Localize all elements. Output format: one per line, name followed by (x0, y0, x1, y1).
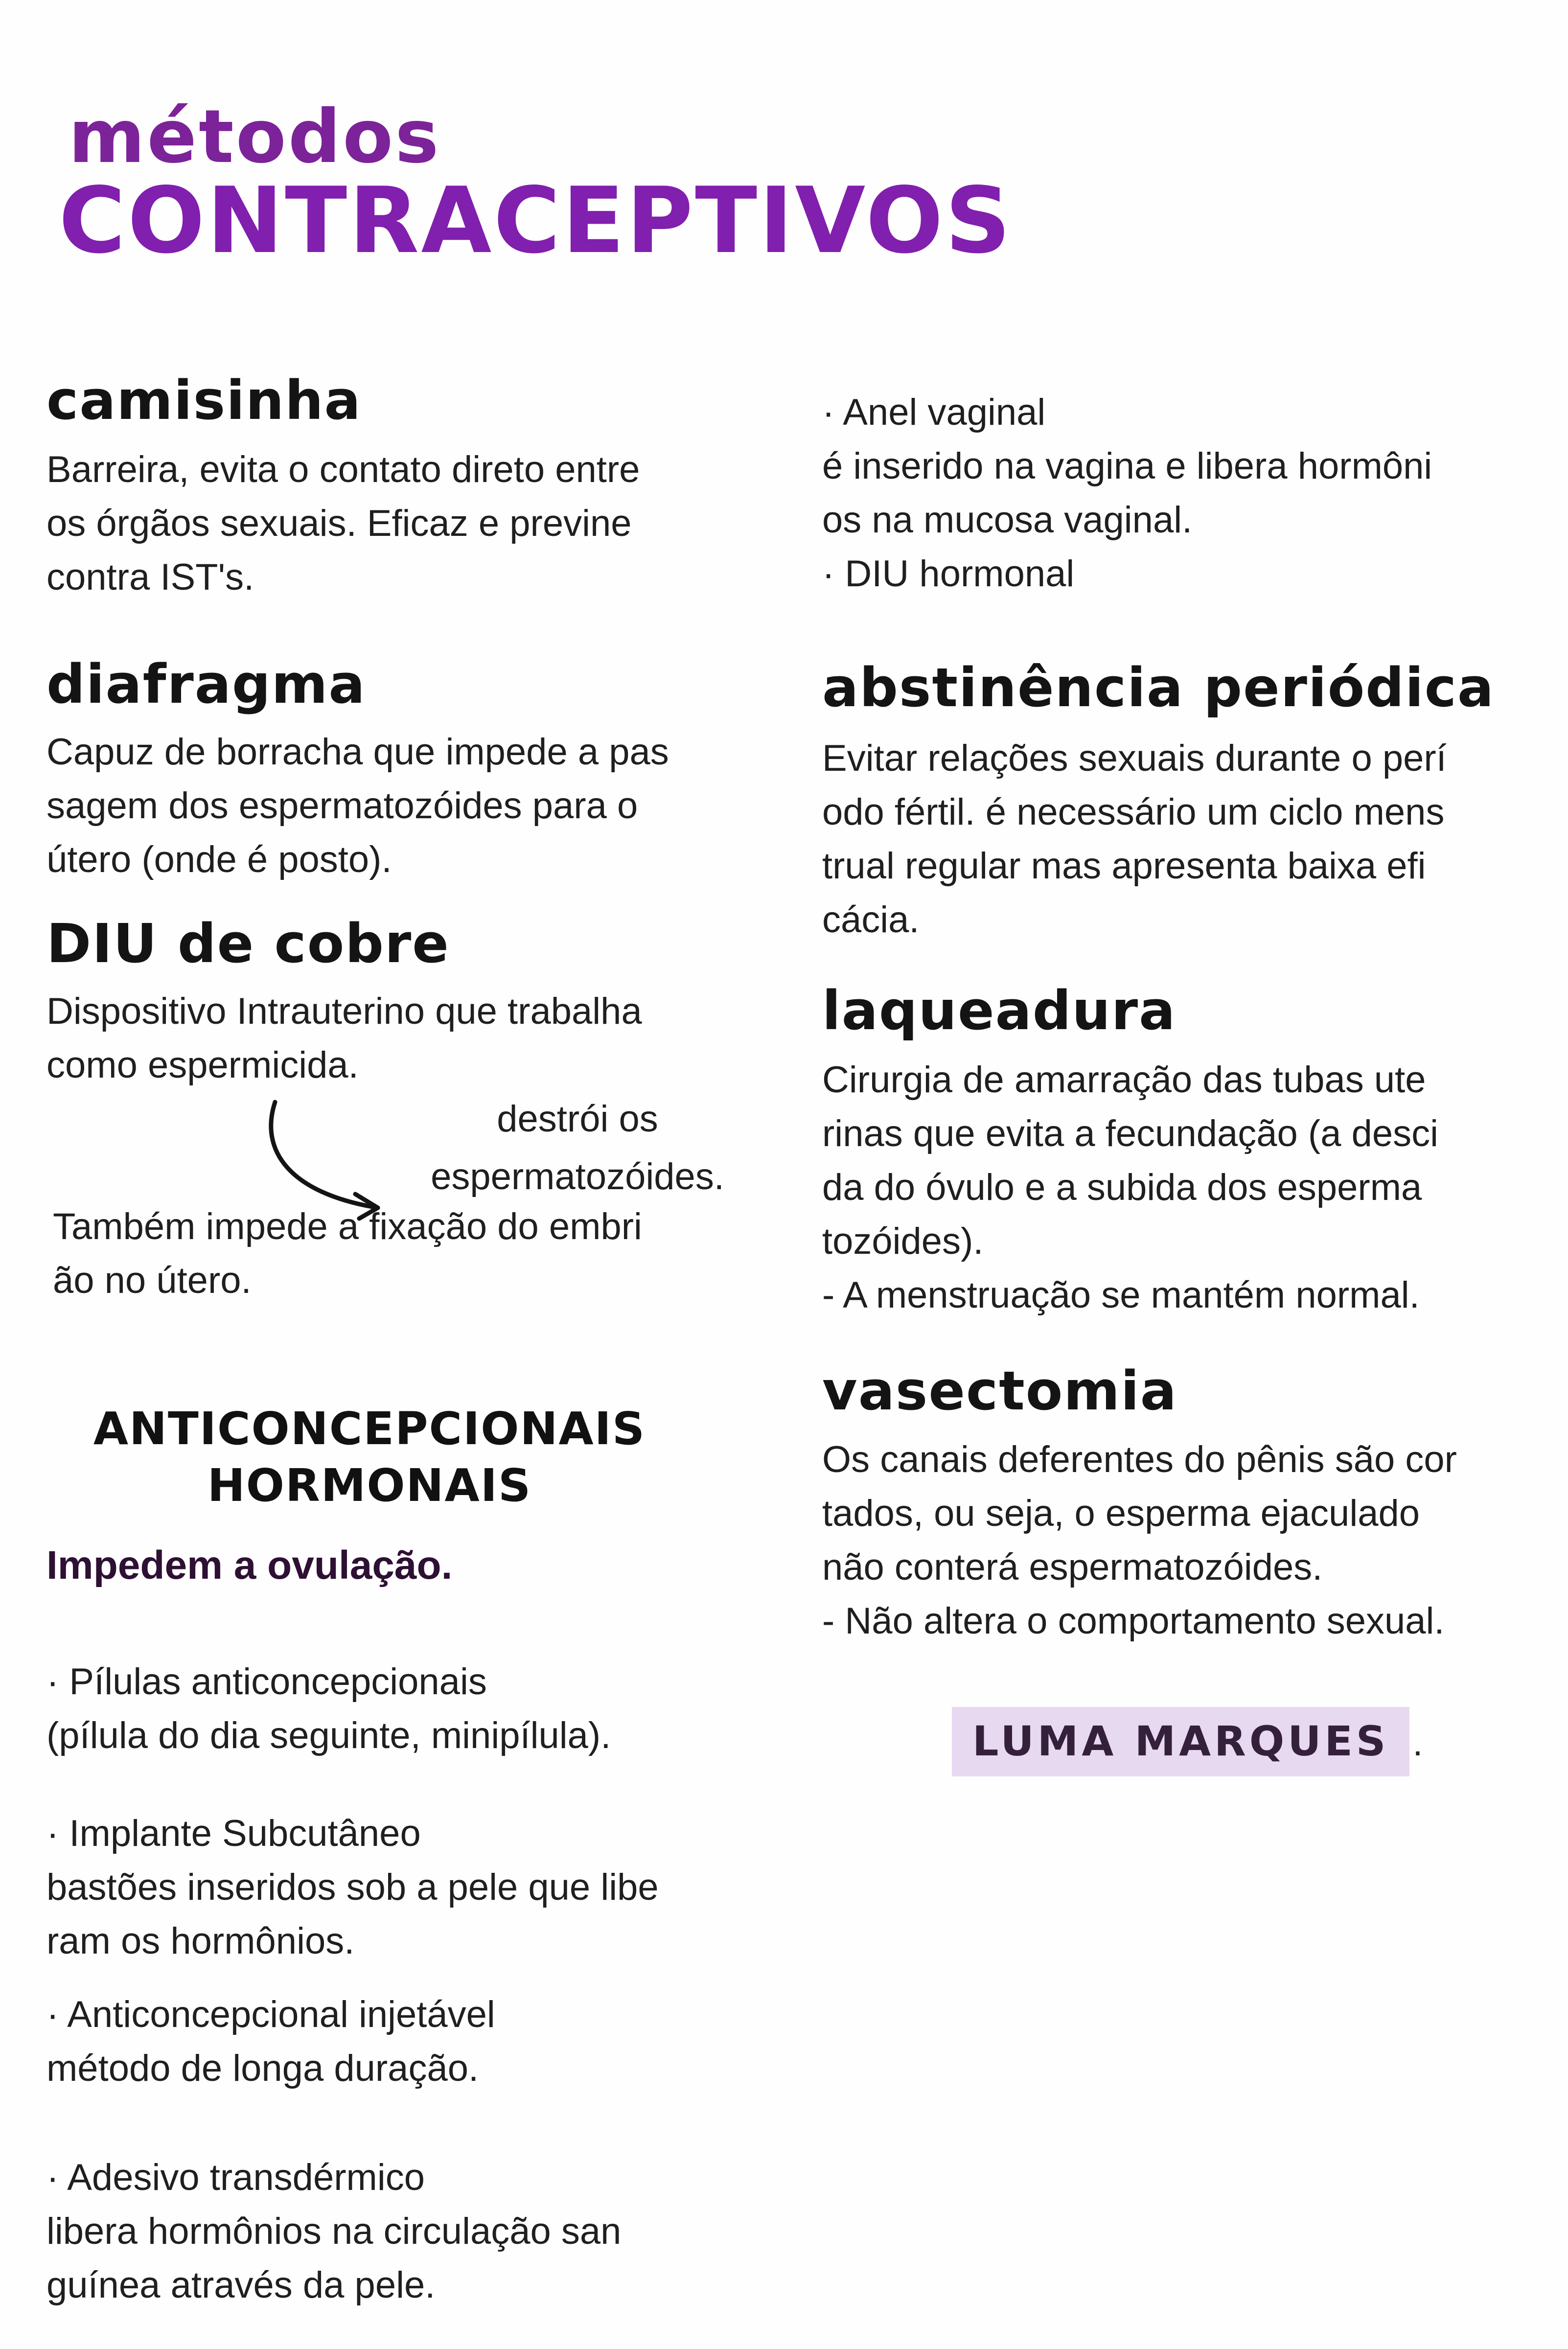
text-line: Evitar relações sexuais durante o perí (822, 737, 1447, 779)
section-diafragma-heading: diafragma (46, 653, 366, 715)
section-diu-cobre-heading: DIU de cobre (46, 912, 450, 975)
section-diafragma-body (46, 725, 669, 887)
section-abstinencia-heading: abstinência periódica (822, 656, 1495, 719)
text-line: bastões inseridos sob a pele que libe (46, 1866, 659, 1908)
hormonais-heading-line2: HORMONAIS (207, 1459, 532, 1512)
text-line: · Anticoncepcional injetável (46, 1994, 495, 2035)
text-line: Barreira, evita o contato direto entre (46, 449, 640, 490)
section-laqueadura-body (822, 1053, 1438, 1322)
text-line: guínea através da pele. (46, 2264, 436, 2306)
hormonais-bullet-pilulas (46, 1655, 611, 1763)
section-laqueadura-heading: laqueadura (822, 979, 1176, 1042)
text-line: tados, ou seja, o esperma ejaculado (822, 1493, 1420, 1534)
section-vasectomia-body (822, 1433, 1457, 1648)
page-title-line2: CONTRACEPTIVOS (59, 167, 1013, 274)
text-line: destrói os (497, 1098, 658, 1140)
text-line: · Implante Subcutâneo (46, 1813, 421, 1854)
text-line: Também impede a fixação do embri (53, 1206, 642, 1247)
text-line: contra IST's. (46, 556, 254, 598)
page-title-line1: métodos (69, 94, 441, 180)
text-line: trual regular mas apresenta baixa efi (822, 845, 1426, 887)
text-line: · DIU hormonal (822, 553, 1075, 595)
diu-cobre-annotation (416, 1090, 739, 1206)
text-line: ão no útero. (53, 1260, 252, 1301)
credit-badge-wrap (952, 1707, 1423, 1776)
text-line: cácia. (822, 899, 920, 941)
text-line: odo fértil. é necessário um ciclo mens (822, 791, 1445, 833)
text-line: (pílula do dia seguinte, minipílula). (46, 1715, 611, 1756)
text-line: rinas que evita a fecundação (a desci (822, 1113, 1439, 1154)
text-line: útero (onde é posto). (46, 839, 392, 880)
text-line: Capuz de borracha que impede a pas (46, 731, 669, 773)
text-line: espermatozóides. (431, 1156, 724, 1198)
text-line: tozóides). (822, 1221, 984, 1262)
section-diu-cobre-extra (53, 1200, 642, 1308)
text-line: · Pílulas anticoncepcionais (46, 1661, 487, 1703)
text-line: sagem dos espermatozóides para o (46, 785, 638, 827)
text-line: os órgãos sexuais. Eficaz e previne (46, 503, 632, 544)
text-line: não conterá espermatozóides. (822, 1546, 1323, 1588)
hormonais-bullet-injetavel (46, 1988, 495, 2096)
text-line: ram os hormônios. (46, 1920, 355, 1962)
text-line: - Não altera o comportamento sexual. (822, 1600, 1445, 1642)
text-line: · Adesivo transdérmico (46, 2157, 425, 2198)
hormonais-heading-line1: ANTICONCEPCIONAIS (93, 1403, 646, 1455)
hormonais-bullet-anel-diu (822, 386, 1432, 601)
text-line: Cirurgia de amarração das tubas ute (822, 1059, 1426, 1101)
text-line: libera hormônios na circulação san (46, 2211, 622, 2252)
text-line: método de longa duração. (46, 2048, 479, 2089)
hormonais-bullet-implante (46, 1807, 659, 1968)
section-hormonais-heading (46, 1401, 692, 1514)
text-line: da do óvulo e a subida dos esperma (822, 1167, 1422, 1208)
text-line: · Anel vaginal (822, 392, 1046, 433)
section-abstinencia-body (822, 732, 1447, 947)
credit-period: . (1412, 1722, 1423, 1764)
text-line: Dispositivo Intrauterino que trabalha (46, 990, 642, 1032)
section-vasectomia-heading: vasectomia (822, 1359, 1177, 1422)
text-line: Os canais deferentes do pênis são cor (822, 1439, 1457, 1480)
credit-badge: LUMA MARQUES (952, 1707, 1409, 1776)
hormonais-subtitle: Impedem a ovulação. (46, 1543, 453, 1588)
text-line: é inserido na vagina e libera hormôni (822, 445, 1432, 487)
hormonais-bullet-adesivo (46, 2151, 621, 2312)
section-diu-cobre-body (46, 985, 642, 1092)
text-line: os na mucosa vaginal. (822, 499, 1193, 541)
text-line: como espermicida. (46, 1044, 359, 1086)
section-camisinha-heading: camisinha (46, 369, 362, 432)
section-camisinha-body (46, 443, 640, 604)
text-line: - A menstruação se mantém normal. (822, 1274, 1420, 1316)
